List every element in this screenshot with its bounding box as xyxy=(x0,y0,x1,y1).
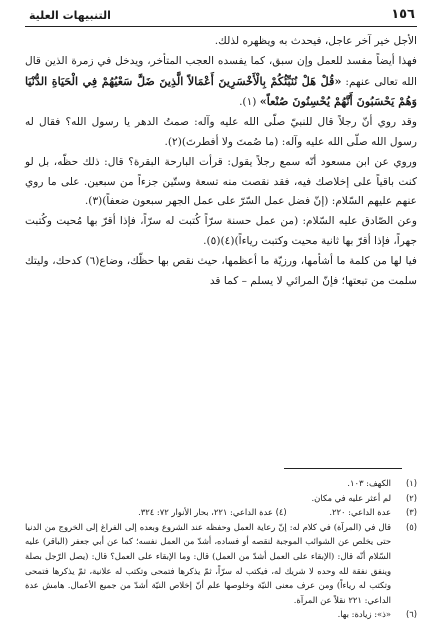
paragraph xyxy=(25,52,417,113)
footnote-number: (٤) xyxy=(275,507,287,518)
quran-verse: «قُلْ هَلْ نُنَبِّئُكُمْ بِالْأَخْسَرِينَ أَعْمَالاً الَّذِينَ ضَلَّ سَعْيُهُمْ فِي الْحَيَاةِ الدُّنْيَا وَهُمْ يَحْسَبُونَ أَنَّهُمْ يُحْسِنُونَ صُنْعاً» xyxy=(25,73,417,109)
footnote-ref: (١). xyxy=(239,96,257,109)
footnote-text: لم أعثر عليه في مكان. xyxy=(311,492,391,503)
footnote xyxy=(25,607,417,622)
page-number: ١٥٦ xyxy=(391,7,415,22)
footnote-number: (١) xyxy=(405,478,417,488)
footnote xyxy=(25,520,417,608)
footnotes xyxy=(25,476,417,622)
page-header xyxy=(25,6,417,27)
paragraph: وقد روي أنّ رجلاً قال للنبيّ صلّى الله عليه وآله: صمتُ الدهر يا رسول الله؟ فقال له رسول الله صلّى الله عليه وآله: (ما صُمتَ ولا أفطرتَ)(٢). xyxy=(25,116,417,148)
footnote xyxy=(25,491,417,506)
footnote-number: (٦) xyxy=(405,609,417,620)
footnote-number: (٣) xyxy=(405,507,417,518)
footnote xyxy=(25,476,417,491)
paragraph: وروي عن ابن مسعود أنّه سمع رجلاً يقول: قرأت البارحة البقرة؟ قال: ذلك حظّه، بل لو كنت باقياً على إخلاصك فيه، فقد نقصت منه تسعة وستّين جزءاً من سبعين. على ما روي عنهم عليهم السّلام: (إنّ فضل عمل السّرّ على عمل الجهر سبعون ضعفاً)(٣). xyxy=(25,155,417,208)
footnote-text: «ذ»: زيادة: بها. xyxy=(337,609,391,620)
footnote-text: قال في (المرآة) في كلام له: إنّ رعاية العمل وحفظه عند الشروع وبعده إلى الفراغ إلى الخروج من الدنيا حتى يخلص عن الشوائب الموجبة لنقصه أو فساده، أشدّ من العمل نفسه؛ كما عن أبي جعفر (الباقر) عليه السّلام أنّه قال: (الإبقاء على العمل أشدّ من العمل) قال: وما الإبقاء على العمل؟ قال: (يصل الرّجل بصلة وينفق نفقة لله وحده لا شريك له، فيكتب له سرّاً، ثمّ يذكرها فتمحى وتكتب له علانية، ثمّ يذكرها فتمحى وتكتب له رياءاً) ومن عرف معنى النيّة وخلوصها علم أنّ إخلاص النيّة أشدّ من جميع الأعمال. هامش عدة الداعي: ٢٢١ نقلاً عن المرآة. xyxy=(25,521,391,605)
footnote-separator xyxy=(284,468,402,469)
running-title: التنبيهات العلية xyxy=(29,9,111,22)
footnote-number: (٢) xyxy=(405,492,417,503)
footnote-text: عدة الداعي: ٢٢٠. xyxy=(329,507,391,518)
paragraph-text: فهذا أيضاً مفسد للعمل وإن سبق، كما يفسده العجب المتأخر، ويدخل في زمرة الذين قال الله تعالى عنهم: xyxy=(25,54,417,88)
footnote-text: الكهف: ١٠٣. xyxy=(347,478,391,488)
footnote-number: (٥) xyxy=(405,521,417,532)
footnote xyxy=(25,505,417,520)
paragraph: فيا لها من كلمة ما أشأمها، ورزيّة ما أعظمها، حيث نقص بها حظّك، وضاع(٦) كدحك، وليتك سلمت من تبعتها؛ فإنّ المرائي لا يسلم – كما قد xyxy=(25,254,417,287)
paragraph: وعن الصّادق عليه السّلام: (من عمل حسنة سرّاً كُتبت له سرّاً، فإذا أقرّ بها مُحيت وكُتبت جهراً، فإذا أقرّ بها ثانية محيت وكتبت رياءاً)(٤)(٥). xyxy=(25,215,417,247)
footnote-text: عدة الداعي: ٢٢١، بحار الأنوار ٧٢: ٣٢٤. xyxy=(138,507,273,518)
main-text xyxy=(25,32,417,291)
paragraph: الأجل خير آخر عاجل، فيحدث به ويظهره لذلك. xyxy=(214,35,417,47)
